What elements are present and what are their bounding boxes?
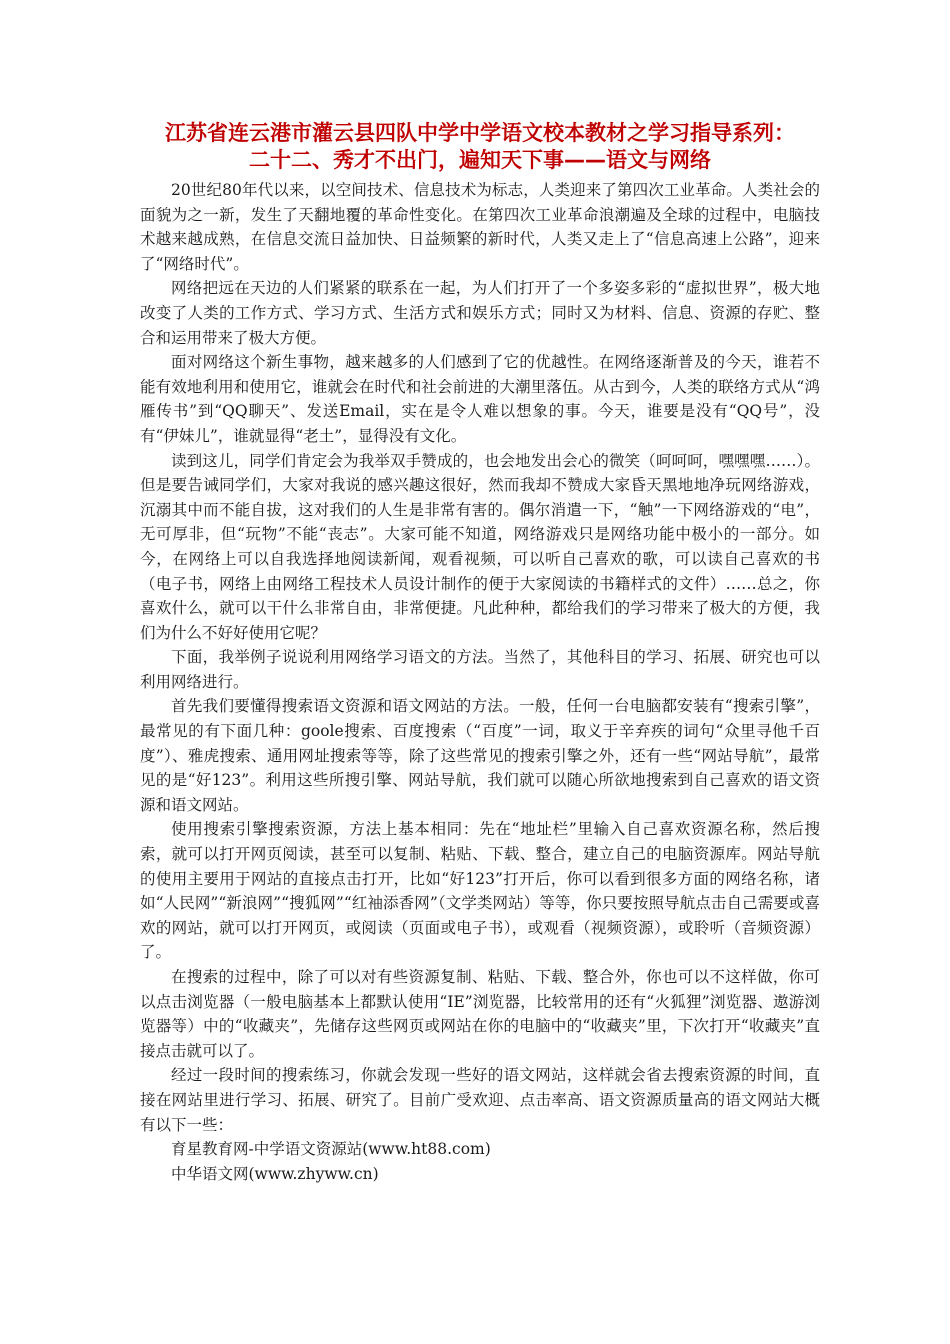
paragraph: 首先我们要懂得搜索语文资源和语文网站的方法。一般，任何一台电脑都安装有“搜索引擎”，最常见的有下面几种：goole搜索、百度搜索（“百度”一词，取义于辛弃疾的词句“众里寻他千百度”）、雅虎搜索、通用网址搜索等等，除了这些常见的搜索引擎之外，还有一些“网站导航”，最常见的是“好123”。利用这些所搜引擎、网站导航，我们就可以随心所欲地搜索到自己喜欢的语文资源和语文网站。 xyxy=(140,697,820,814)
document-title-line-2: 二十二、秀才不出门，遍知天下事——语文与网络 xyxy=(249,148,711,172)
document-title-line-1: 江苏省连云港市灌云县四队中学中学语文校本教材之学习指导系列： xyxy=(165,121,795,145)
paragraph: 下面，我举例子说说利用网络学习语文的方法。当然了，其他科目的学习、拓展、研究也可以利用网络进行。 xyxy=(140,648,820,691)
website-entry: 中华语文网(www.zhyww.cn) xyxy=(171,1164,379,1183)
article-body xyxy=(140,178,820,1186)
paragraph: 经过一段时间的搜索练习，你就会发现一些好的语文网站，这样就会省去搜索资源的时间，直接在网站里进行学习、拓展、研究了。目前广受欢迎、点击率高、语文资源质量高的语文网站大概有以下一些： xyxy=(140,1066,820,1134)
paragraph: 读到这儿，同学们肯定会为我举双手赞成的，也会地发出会心的微笑（呵呵呵，嘿嘿嘿……）。但是要告诫同学们，大家对我说的感兴趣这很好，然而我却不赞成大家昏天黑地地净玩网络游戏，沉溺其中而不能自拔，这对我们的人生是非常有害的。偶尔消遣一下，“触”一下网络游戏的“电”，无可厚非，但“玩物”不能“丧志”。大家可能不知道，网络游戏只是网络功能中极小的一部分。如今，在网络上可以自我选择地阅读新闻，观看视频，可以听自己喜欢的歌，可以读自己喜欢的书（电子书，网络上由网络工程技术人员设计制作的便于大家阅读的书籍样式的文件）……总之，你喜欢什么，就可以干什么非常自由，非常便捷。凡此种种，都给我们的学习带来了极大的方便，我们为什么不好好使用它呢？ xyxy=(140,451,820,642)
paragraph: 使用搜索引擎搜索资源，方法上基本相同：先在“地址栏”里输入自己喜欢资源名称，然后搜索，就可以打开网页阅读，甚至可以复制、粘贴、下载、整合，建立自己的电脑资源库。网站导航的使用主要用于网站的直接点击打开，比如“好123”打开后，你可以看到很多方面的网络名称，诸如“人民网”“新浪网”“搜狐网”“红袖添香网”（文学类网站）等等，你只要按照导航点击自己需要或喜欢的网站，就可以打开网页，或阅读（页面或电子书），或观看（视频资源），或聆听（音频资源）了。 xyxy=(140,820,820,962)
website-entry: 育星教育网-中学语文资源站(www.ht88.com) xyxy=(171,1140,491,1159)
paragraph: 面对网络这个新生事物，越来越多的人们感到了它的优越性。在网络逐渐普及的今天，谁若不能有效地利用和使用它，谁就会在时代和社会前进的大潮里落伍。从古到今，人类的联络方式从“鸿雁传书”到“QQ聊天”、发送Email，实在是令人难以想象的事。今天，谁要是没有“QQ号”，没有“伊妹儿”，谁就显得“老土”，显得没有文化。 xyxy=(140,353,820,445)
paragraph: 网络把远在天边的人们紧紧的联系在一起，为人们打开了一个多姿多彩的“虚拟世界”，极大地改变了人类的工作方式、学习方式、生活方式和娱乐方式；同时又为材料、信息、资源的存贮、整合和运用带来了极大方便。 xyxy=(140,279,820,347)
paragraph: 在搜索的过程中，除了可以对有些资源复制、粘贴、下载、整合外，你也可以不这样做，你可以点击浏览器（一般电脑基本上都默认使用“IE”浏览器，比较常用的还有“火狐狸”浏览器、遨游浏览器等）中的“收藏夹”，先储存这些网页或网站在你的电脑中的“收藏夹”里，下次打开“收藏夹”直接点击就可以了。 xyxy=(140,968,820,1060)
paragraph: 20世纪80年代以来，以空间技术、信息技术为标志，人类迎来了第四次工业革命。人类社会的面貌为之一新，发生了天翻地覆的革命性变化。在第四次工业革命浪潮遍及全球的过程中，电脑技术越来越成熟，在信息交流日益加快、日益频繁的新时代，人类又走上了“信息高速上公路”，迎来了“网络时代”。 xyxy=(140,181,820,273)
